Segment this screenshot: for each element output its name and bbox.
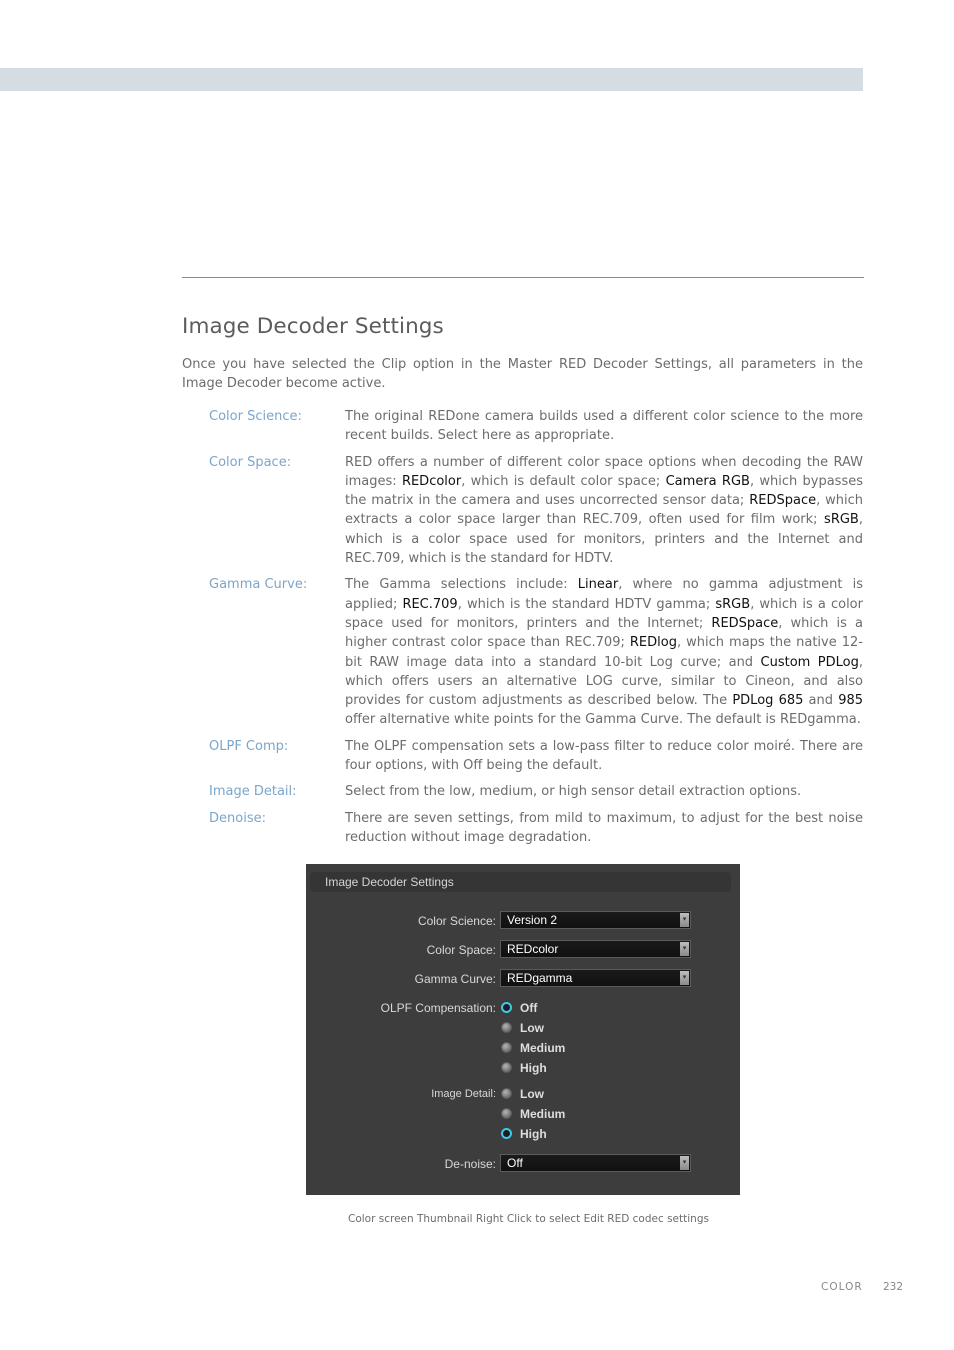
olpf-radio-medium[interactable] [501,1042,513,1054]
image-detail-radio-high[interactable] [501,1128,513,1140]
definition-term: Gamma Curve: [209,577,308,593]
description-text: and [803,693,839,709]
chevron-down-icon[interactable]: ▾ [680,1156,689,1170]
radio-icon [501,1022,512,1033]
description-text: , which is a color space used for monitors, printers and the Internet; [345,596,863,631]
color-space-label: Color Space: [426,943,496,957]
page-title: Image Decoder Settings [182,314,444,339]
keyword: REDlog [629,635,677,651]
panel-header [310,872,731,892]
panel-title: Image Decoder Settings [325,875,454,889]
olpf-radio-high[interactable] [501,1062,513,1074]
image-decoder-settings-panel [306,864,740,1195]
description-text: The Gamma selections include: [345,577,578,593]
keyword: 985 [838,693,864,709]
image-detail-radio-label[interactable]: High [520,1127,547,1141]
definition-description [345,407,863,446]
description-text: , which is default color space; [461,473,666,489]
gamma-curve-value: REDgamma [507,971,573,985]
description-text: The original REDone camera builds used a different color science to the more recent builds. Select here as appropriate. [345,409,863,444]
radio-icon [501,1062,512,1073]
description-text: offer alternative white points for the Gamma Curve. The default is REDgamma. [345,712,861,728]
definition-description [345,737,863,776]
description-text: , which bypasses the matrix in the camera and uses uncorrected sensor data; [345,473,863,509]
olpf-radio-low[interactable] [501,1022,513,1034]
radio-icon [501,1002,512,1013]
image-detail-label: Image Detail: [431,1088,496,1100]
figure-caption: Color screen Thumbnail Right Click to select Edit RED codec settings [348,1213,709,1225]
gamma-curve-label: Gamma Curve: [414,972,496,986]
olpf-radio-label[interactable]: Off [520,1001,538,1015]
description-text: , where no gamma adjustment is applied; [345,577,863,612]
description-text: , which is a color space used for monitors, printers and the Internet and REC.709, which is the standard for HDTV. [345,512,863,567]
definition-description [345,809,863,848]
definition-term: Denoise: [209,810,266,826]
radio-icon [501,1128,512,1139]
radio-icon [501,1108,512,1119]
section-divider [182,277,864,278]
olpf-radio-label[interactable]: Low [520,1021,544,1035]
keyword: Custom PDLog [760,654,859,670]
definition-term: Color Science: [209,409,302,424]
definition-term: Image Detail: [209,784,297,800]
gamma-curve-dropdown[interactable] [500,969,691,987]
denoise-dropdown[interactable] [500,1154,691,1172]
chevron-down-icon[interactable]: ▾ [680,971,689,985]
description-text: , which is a higher contrast color space than REC.709; [345,615,863,651]
color-space-value: REDcolor [507,942,559,956]
description-text: The OLPF compensation sets a low-pass filter to reduce color moiré. There are four options, with Off being the default. [345,738,863,774]
header-band [0,68,863,91]
denoise-label: De-noise: [444,1157,496,1171]
denoise-value: Off [507,1156,523,1170]
definition-row [209,737,863,776]
description-text: , which offers users an alternative LOG curve, similar to Cineon, and also provides for custom adjustments as described below. The [345,654,864,709]
color-science-dropdown[interactable] [500,911,691,929]
radio-icon [501,1088,512,1099]
keyword: sRGB [715,596,751,612]
definition-list [209,407,863,854]
keyword: REDSpace [749,493,817,509]
image-detail-radio-medium[interactable] [501,1108,513,1120]
description-text: There are seven settings, from mild to maximum, to adjust for the best noise reduction without image degradation. [345,810,863,845]
definition-row [209,809,863,848]
keyword: REDSpace [711,615,779,631]
description-text: RED offers a number of different color space options when decoding the RAW images: [345,454,863,489]
description-text: , which is the standard HDTV gamma; [457,596,716,612]
keyword: PDLog 685 [732,693,804,709]
keyword: REC.709 [402,596,458,612]
color-science-value: Version 2 [507,913,558,927]
color-science-label: Color Science: [417,914,496,928]
description-text: , which maps the native 12-bit RAW image data into a standard 10-bit Log curve; and [345,635,863,670]
keyword: Camera RGB [665,473,750,489]
chevron-down-icon[interactable]: ▾ [680,942,689,956]
olpf-radio-label[interactable]: High [520,1061,547,1075]
definition-row [209,453,863,569]
description-text: , which extracts a color space larger than REC.709, often used for film work; [345,493,863,528]
definition-row [209,407,863,446]
olpf-radio-off[interactable] [501,1002,513,1014]
definition-term: Color Space: [209,454,292,470]
definition-row [209,782,863,801]
definition-term: OLPF Comp: [209,738,289,754]
chevron-down-icon[interactable]: ▾ [680,913,689,927]
footer-section-name: COLOR [821,1281,863,1293]
keyword: Linear [577,577,619,593]
definition-description [345,782,863,801]
definition-description [345,575,863,729]
image-detail-radio-label[interactable]: Low [520,1087,544,1101]
image-detail-radio-label[interactable]: Medium [520,1107,566,1121]
keyword: REDcolor [401,473,462,489]
definition-description [345,453,863,569]
definition-row [209,575,863,729]
olpf-radio-label[interactable]: Medium [520,1041,566,1055]
keyword: sRGB [824,512,859,528]
footer-page-number: 232 [883,1281,904,1293]
description-text: Select from the low, medium, or high sensor detail extraction options. [345,784,802,800]
olpf-compensation-label: OLPF Compensation: [380,1001,496,1015]
intro-paragraph: Once you have selected the Clip option in the Master RED Decoder Settings, all parameters in the Image Decoder become active. [182,357,863,392]
image-detail-radio-low[interactable] [501,1088,513,1100]
color-space-dropdown[interactable] [500,940,691,958]
radio-icon [501,1042,512,1053]
